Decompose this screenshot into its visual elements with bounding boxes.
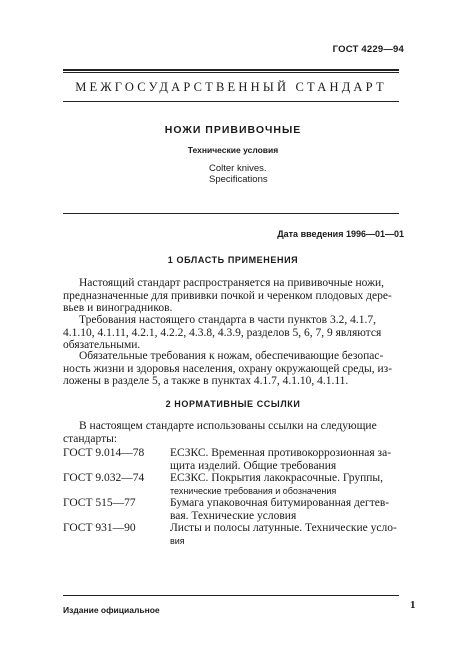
english-title-line: Specifications	[209, 174, 268, 185]
reference-title	[170, 447, 399, 472]
section-heading: 2 НОРМАТИВНЫЕ ССЫЛКИ	[165, 399, 301, 409]
reference-line: вая. Технические условия	[170, 509, 297, 522]
paragraph-line: В настоящем стандарте использованы ссылки на следующие	[79, 420, 377, 432]
document-code: ГОСТ 4229—94	[332, 44, 404, 55]
reference-line: ЕСЗКС. Временная противокоррозионная за-	[170, 447, 392, 459]
paragraph	[63, 420, 399, 445]
paragraph-line: Обязательные требования к ножам, обеспечивающие безопас-	[79, 350, 384, 362]
reference-code: ГОСТ 9.014—78	[63, 447, 145, 459]
paragraph-line: Настоящий стандарт распространяется на прививочные ножи,	[79, 277, 385, 289]
introduction-date: Дата введения 1996—01—01	[277, 229, 404, 239]
paragraph-line: Требования настоящего стандарта в части пунктов 3.2, 4.1.7,	[79, 314, 376, 326]
page-number: 1	[410, 599, 416, 611]
paragraph	[63, 277, 399, 315]
paragraph-line: обязательными.	[63, 339, 141, 352]
top-rule-upper	[63, 69, 399, 71]
date-rule	[63, 213, 399, 214]
interstate-standard-label: МЕЖГОСУДАРСТВЕННЫЙ СТАНДАРТ	[75, 80, 387, 94]
paragraph-line: ность жизни и здоровья населения, охрану окружающей среды, из-	[63, 362, 393, 375]
title-rule	[63, 101, 399, 102]
reference-line: Листы и полосы латунные. Технические усло-	[170, 522, 397, 534]
page-subtitle: Технические условия	[187, 145, 279, 155]
reference-title	[170, 522, 399, 547]
paragraph	[63, 350, 399, 388]
official-edition-label: Издание официальное	[63, 605, 160, 615]
paragraph-line: вьев и виноградников.	[63, 302, 173, 315]
english-title-line: Colter knives.	[209, 163, 267, 174]
reference-line: технические требования и обозначения	[170, 485, 337, 496]
paragraph-line: стандарты:	[63, 432, 118, 445]
paragraph-line: предназначенные для прививки почкой и черенком плодовых дере-	[63, 289, 392, 302]
reference-line: ЕСЗКС. Покрытия лакокрасочные. Группы,	[170, 472, 384, 484]
reference-title	[170, 497, 399, 522]
page-title: НОЖИ ПРИВИВОЧНЫЕ	[164, 124, 302, 136]
reference-line: щита изделий. Общие требования	[170, 459, 337, 472]
paragraph-line: ложены в разделе 5, а также в пунктах 4.1.7, 4.1.10, 4.1.11.	[63, 375, 349, 388]
footer-rule	[63, 595, 399, 596]
section-heading: 1 ОБЛАСТЬ ПРИМЕНЕНИЯ	[167, 255, 299, 265]
reference-line: вия	[170, 535, 185, 546]
paragraph	[63, 314, 399, 352]
english-title	[209, 163, 268, 185]
paragraph-line: 4.1.10, 4.1.11, 4.2.1, 4.2.2, 4.3.8, 4.3.9, разделов 5, 6, 7, 9 являются	[63, 326, 382, 339]
reference-title	[170, 472, 399, 497]
top-rule-lower	[63, 72, 399, 73]
reference-line: Бумага упаковочная битумированная дегтев-	[170, 497, 390, 509]
reference-code: ГОСТ 515—77	[63, 497, 136, 509]
reference-code: ГОСТ 931—90	[63, 522, 136, 534]
reference-code: ГОСТ 9.032—74	[63, 472, 145, 484]
